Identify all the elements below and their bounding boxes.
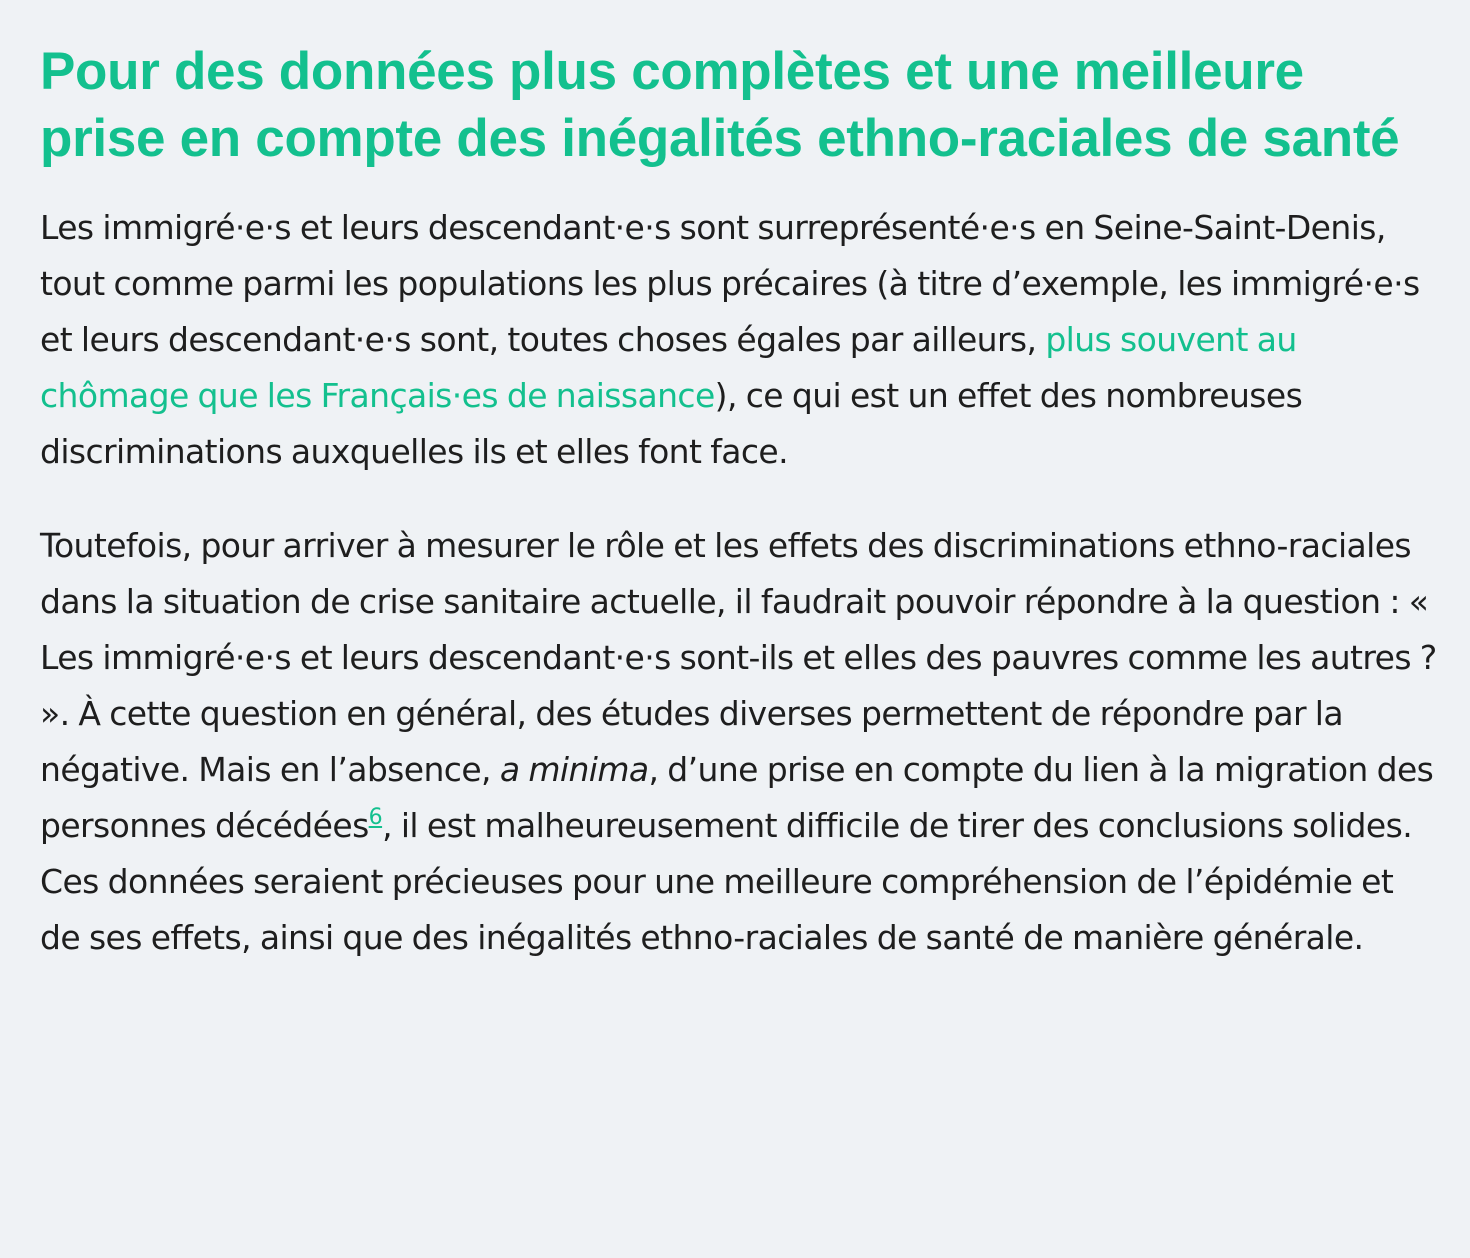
paragraph-text: , il est malheureusement difficile de tirer des conclusions solides. Ces données seraient précieuses pour une meilleure compréhension de l’épidémie et de ses effets, ainsi que des inégalités ethno-raciales de santé de manière générale.: [40, 806, 1413, 957]
unemployment-link[interactable]: plus souvent au chômage que les Français·es de naissance: [40, 320, 1297, 415]
paragraph-discrimination: [40, 518, 1440, 966]
footnote-link[interactable]: 6: [368, 805, 383, 830]
paragraph-text: , d’une prise en compte du lien à la migration des personnes décédées: [40, 750, 1434, 845]
paragraph-text: Les immigré·e·s et leurs descendant·e·s sont surreprésenté·e·s en Seine-Saint-Denis, tout comme parmi les populations les plus précaires (à titre d’exemple, les immigré·e·s et leurs descendant·e·s sont, toutes choses égales par ailleurs,: [40, 208, 1420, 359]
paragraph-immigrants: [40, 200, 1440, 480]
article: [40, 38, 1440, 966]
paragraph-text: Toutefois, pour arriver à mesurer le rôle et les effets des discriminations ethno-raciales dans la situation de crise sanitaire actuelle, il faudrait pouvoir répondre à la question : « Les immigré·e·s et leurs descendant·e·s sont-ils et elles des pauvres comme les autres ? ». À cette question en général, des études diverses permettent de répondre par la négative. Mais en l’absence,: [40, 526, 1437, 789]
latin-phrase: a minima: [499, 750, 649, 789]
section-heading: Pour des données plus complètes et une meilleure prise en compte des inégalités ethno-raciales de santé: [40, 42, 1400, 168]
paragraph-text: ), ce qui est un effet des nombreuses discriminations auxquelles ils et elles font face.: [40, 376, 1303, 471]
